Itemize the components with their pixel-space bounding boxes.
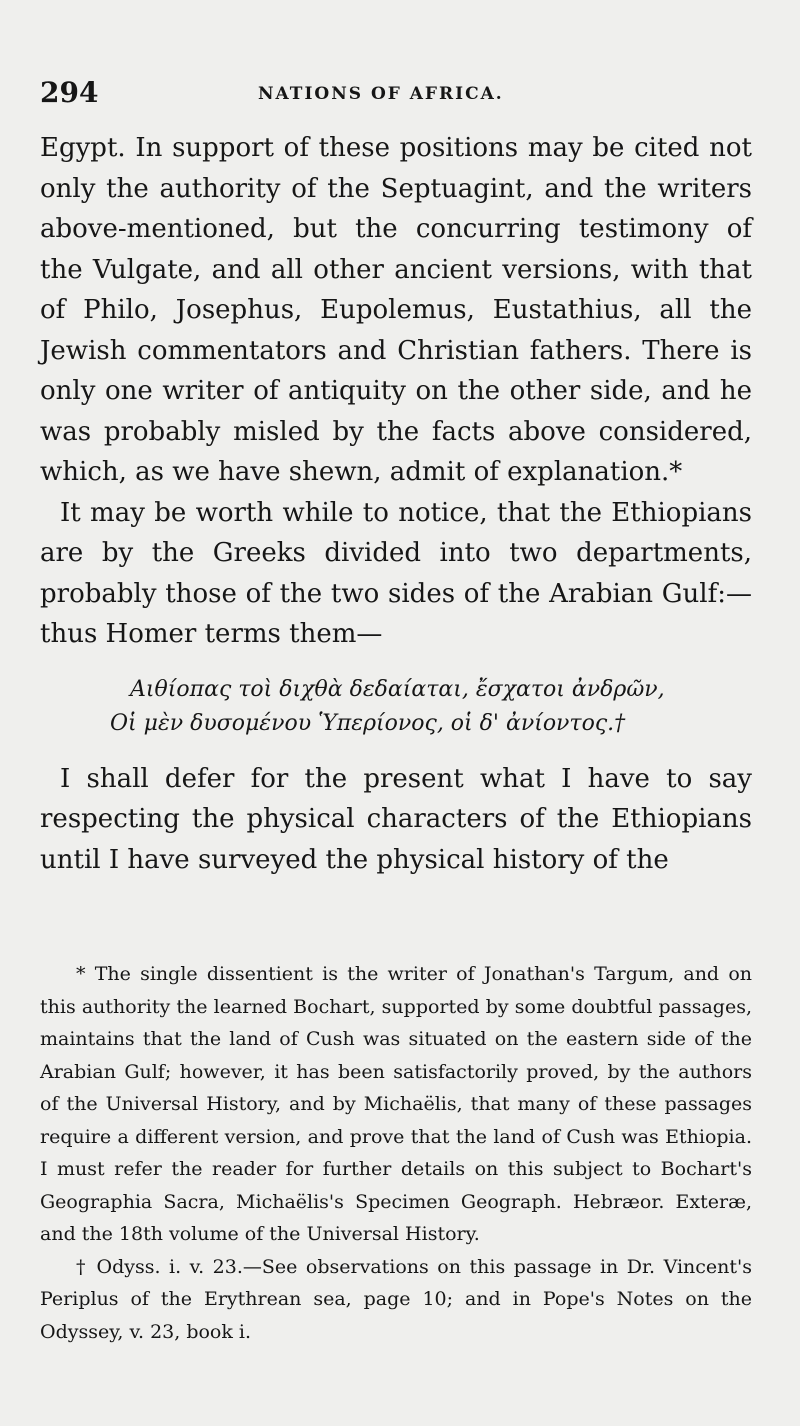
footnote-dagger: † Odyss. i. v. 23.—See observations on this passage in Dr. Vincent's Periplus of the Erythrean sea, page 10; and in Pope's Notes on the Odyssey, v. 23, book i.: [40, 1255, 752, 1343]
main-text: [40, 128, 752, 880]
verse-line-2: Οἱ μὲν δυσομένου Ὑπερίονος, οἱ δ' ἀνίοντος.†: [110, 710, 626, 736]
body-paragraph-2: It may be worth while to notice, that the Ethiopians are by the Greeks divided into two departments, probably those of the two sides of the Arabian Gulf:—thus Homer terms them—: [40, 497, 752, 649]
footnote-asterisk: * The single dissentient is the writer of Jonathan's Targum, and on this authority the learned Bochart, supported by some doubtful passages, maintains that the land of Cush was situated on the eastern side of the Arabian Gulf; however, it has been satisfactorily proved, by the authors of the Universal History, and by Michaëlis, that many of these passages require a different version, and prove that the land of Cush was Ethiopia. I must refer the reader for further details on this subject to Bochart's Geographia Sacra, Michaëlis's Specimen Geograph. Hebræor. Exteræ, and the 18th volume of the Universal History.: [40, 963, 752, 1245]
greek-verse-quotation: [40, 673, 752, 741]
page-header: [40, 76, 752, 116]
running-head: NATIONS OF AFRICA.: [258, 84, 504, 104]
page-number: 294: [40, 76, 99, 109]
footnotes: [40, 958, 752, 1348]
body-paragraph-3: I shall defer for the present what I have to say respecting the physical characters of the Ethiopians until I have surveyed the physical history of the: [40, 763, 752, 875]
body-paragraph-1: Egypt. In support of these positions may be cited not only the authority of the Septuagint, and the writers above-mentioned, but the concurring testimony of the Vulgate, and all other ancient versions, with that of Philo, Josephus, Eupolemus, Eustathius, all the Jewish commentators and Christian fathers. There is only one writer of antiquity on the other side, and he was probably misled by the facts above considered, which, as we have shewn, admit of explanation.*: [40, 133, 752, 487]
verse-line-1: Αιθίοπας τοὶ διχθὰ δεδαίαται, ἔσχατοι ἀνδρῶν,: [130, 676, 665, 702]
